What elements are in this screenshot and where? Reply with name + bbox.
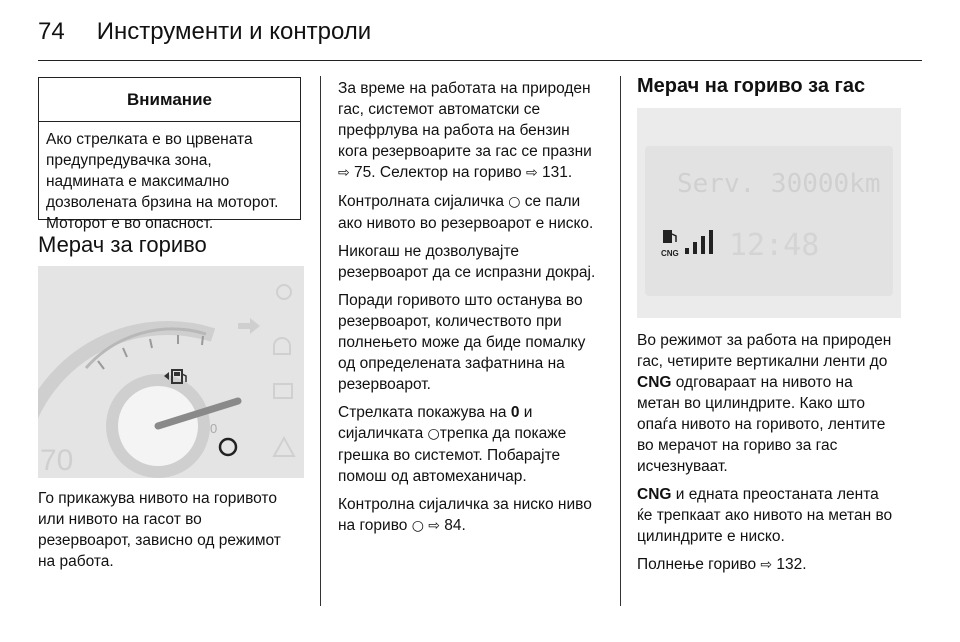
paragraph: За време на работата на природен гас, системот автоматски се префрлува на работа на бензин кога резервоарите за гас се празни ⇨ 75. Селектор на гориво ⇨ 131. (338, 80, 592, 181)
gauge-speed-label: 70 (40, 444, 74, 477)
paragraph: Поради горивото што останува во резервоарот, количеството при полнењето може да биде помалку од определената зафатнина на резервоарот. (338, 292, 586, 393)
running-title: Инструменти и контроли (96, 18, 372, 45)
paragraph: Стрелката покажува на 0 и сијаличката ○трепка да покаже грешка во системот. Побарајте помош од автомеханичар. (338, 404, 567, 485)
page-ref: 132 (776, 556, 803, 573)
page-ref-arrow-icon: ⇨ (526, 165, 538, 181)
fuel-gauge-image (38, 266, 304, 478)
section-heading-fuel-gauge: Мерач за гориво (38, 232, 207, 257)
gauge-zero-label: 0 (210, 421, 218, 436)
page-ref-arrow-icon: ⇨ (428, 518, 440, 534)
paragraph: Контролна сијаличка за ниско ниво на гориво ○ ⇨ 84. (338, 496, 592, 534)
page-ref: 131 (542, 164, 568, 181)
lamp-icon: ○ (411, 518, 424, 534)
clock-readout: 12:48 (729, 228, 820, 263)
warning-title: Внимание (39, 78, 300, 122)
page-ref: 84 (444, 517, 462, 534)
fuel-gauge-caption: Го прикажува нивото на горивото или нивото на гасот во резервоарот, зависно од режимот на работа. (38, 490, 281, 570)
column-divider (320, 76, 321, 606)
page-number: 74 (38, 18, 65, 45)
right-column (637, 330, 912, 583)
service-readout: Serv. 30000km (677, 169, 881, 199)
header-rule (38, 60, 922, 61)
middle-column (338, 78, 613, 544)
page-ref-arrow-icon: ⇨ (760, 557, 773, 573)
section-heading-gas-gauge: Мерач на гориво за гас (637, 75, 866, 97)
lamp-icon: ○ (508, 194, 521, 210)
paragraph: Во режимот за работа на природен гас, четирите вертикални ленти до CNG одговараат на нивото на метан во цилиндрите. Како што опаѓа нивото на горивото, лентите во мерачот на гориво за гас исчезнуваат. (637, 332, 892, 475)
cng-display-image (637, 108, 901, 318)
paragraph: Полнење гориво ⇨ 132. (637, 556, 807, 573)
warning-box (38, 77, 301, 232)
paragraph: Никогаш не дозволувајте резервоарот да се испразни докрај. (338, 243, 596, 281)
column-divider (620, 76, 621, 606)
paragraph: Контролната сијаличка ○ се пали ако нивото во резервоарот е ниско. (338, 193, 594, 232)
cng-label: CNG (661, 249, 679, 258)
warning-text: Ако стрелката е во црвената предупредувачка зона, надмината е максимално дозволената брзина на моторот. Моторот е во опасност. (46, 131, 279, 232)
page-ref-arrow-icon: ⇨ (338, 165, 350, 181)
page-ref: 75 (354, 164, 372, 181)
lamp-icon: ○ (427, 426, 440, 442)
paragraph: CNG и едната преостаната лента ќе трепкаат ако нивото на метан во цилиндрите е ниско. (637, 486, 893, 545)
page-header (38, 18, 371, 48)
